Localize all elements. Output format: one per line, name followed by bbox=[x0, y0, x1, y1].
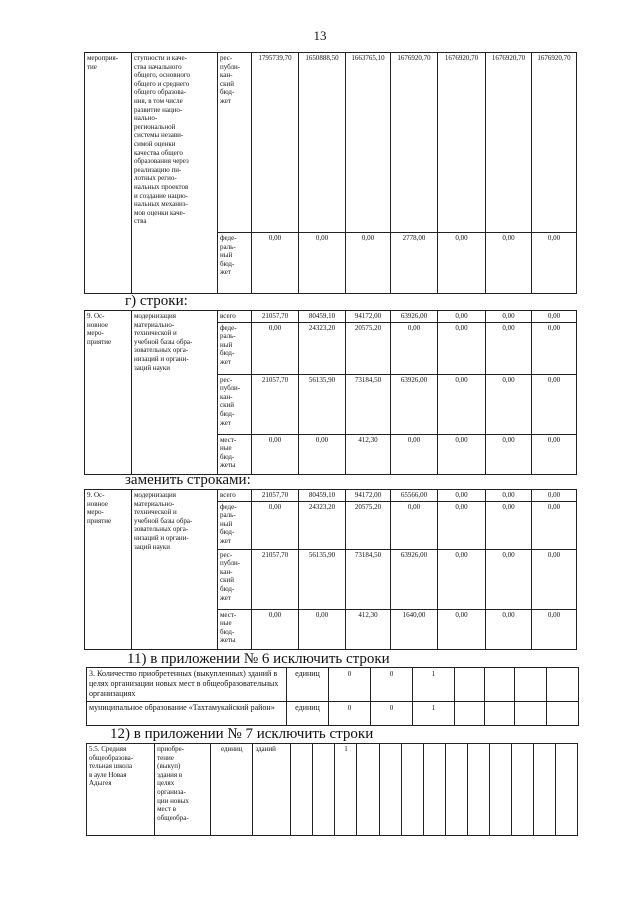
value-cell: 0,00 bbox=[486, 549, 532, 609]
table-appendix-7 bbox=[86, 743, 578, 836]
value-cell: 56135,90 bbox=[299, 549, 346, 609]
value-cell: 0 bbox=[329, 702, 371, 726]
value-cell: 0 bbox=[329, 668, 371, 702]
heading-g: г) строки: bbox=[125, 293, 188, 309]
value-cell: 1 bbox=[413, 668, 455, 702]
unit-cell: единиц bbox=[287, 668, 329, 702]
value-cell: 0,00 bbox=[391, 501, 438, 549]
funding-source: рес- публи- кан- ский бюд- жет bbox=[218, 53, 252, 233]
value-cell bbox=[423, 744, 445, 836]
value-cell: 65566,00 bbox=[391, 490, 438, 502]
value-cell bbox=[455, 668, 485, 702]
value-cell: 73184,50 bbox=[346, 374, 391, 434]
object-name: 5.5. Средняя общеобразова- тельная школа в ауле Новая Адыгея bbox=[87, 744, 155, 836]
value-cell: 1795739,70 bbox=[252, 53, 299, 233]
table-old-rows bbox=[84, 310, 577, 475]
unit-cell: единиц bbox=[211, 744, 253, 836]
value-cell: 0,00 bbox=[486, 233, 532, 294]
value-cell bbox=[547, 702, 579, 726]
value-cell: 21057,70 bbox=[252, 374, 299, 434]
value-cell: 21057,70 bbox=[252, 490, 299, 502]
value-cell: 24323,20 bbox=[299, 322, 346, 374]
value-cell bbox=[515, 702, 547, 726]
value-cell: 0,00 bbox=[299, 233, 346, 294]
value-cell: 0,00 bbox=[532, 233, 577, 294]
funding-source: рес- публи- кан- ский бюд- жет bbox=[218, 374, 252, 434]
value-cell: 0,00 bbox=[486, 322, 532, 374]
value-cell bbox=[485, 702, 515, 726]
value-cell: 0,00 bbox=[532, 609, 577, 649]
value-cell: 20575,20 bbox=[346, 501, 391, 549]
value-cell: 21057,70 bbox=[252, 549, 299, 609]
measure-label: 9. Ос- новное меро- приятие bbox=[85, 311, 132, 475]
value-cell bbox=[555, 744, 577, 836]
value-cell: 94172,00 bbox=[346, 311, 391, 323]
value-cell: 0,00 bbox=[486, 501, 532, 549]
value-cell: 0,00 bbox=[486, 434, 532, 474]
funding-source: феде- раль- ный бюд- жет bbox=[218, 501, 252, 549]
value-cell: 0,00 bbox=[532, 311, 577, 323]
value-cell: 24323,20 bbox=[299, 501, 346, 549]
value-cell bbox=[547, 668, 579, 702]
value-cell: 0,00 bbox=[486, 609, 532, 649]
funding-source: феде- раль- ный бюд- жет bbox=[218, 322, 252, 374]
funding-source: мест- ные бюд- жеты bbox=[218, 609, 252, 649]
value-cell: 0,00 bbox=[532, 549, 577, 609]
value-cell: 412,30 bbox=[346, 434, 391, 474]
value-cell: 0,00 bbox=[391, 434, 438, 474]
value-cell: 0,00 bbox=[532, 490, 577, 502]
value-cell: 63926,00 bbox=[391, 549, 438, 609]
value-cell: 2778,00 bbox=[391, 233, 438, 294]
indicator-name: муниципальное образование «Тахтамукайский район» bbox=[87, 702, 287, 726]
heading-appendix-6: 11) в приложении № 6 исключить строки bbox=[127, 651, 390, 667]
value-cell: 0,00 bbox=[438, 434, 486, 474]
value-cell: 0,00 bbox=[438, 549, 486, 609]
value-cell bbox=[489, 744, 511, 836]
value-cell: 20575,20 bbox=[346, 322, 391, 374]
value-cell: 0,00 bbox=[252, 233, 299, 294]
value-cell bbox=[533, 744, 555, 836]
value-cell: 1 bbox=[413, 702, 455, 726]
measure-description: ступности и каче- ства начального общего, основного общего и среднего общего образова- ния, в том числе развитие нацио- нально- региональной системы незави- симой оценки качества общего образования через реализацию пи- лотных регио- нальных проектов и создание нацио- нальных механиз- мов оценки каче- ства bbox=[132, 53, 218, 294]
value-cell: 0,00 bbox=[486, 374, 532, 434]
value-cell: 0,00 bbox=[391, 322, 438, 374]
value-cell: 80459,10 bbox=[299, 311, 346, 323]
value-cell: 1640,00 bbox=[391, 609, 438, 649]
value-cell: 0,00 bbox=[438, 311, 486, 323]
measure-label: 9. Ос- новное меро- приятие bbox=[85, 490, 132, 650]
value-cell: 1676920,70 bbox=[532, 53, 577, 233]
value-cell: 0,00 bbox=[252, 434, 299, 474]
value-cell bbox=[313, 744, 335, 836]
value-cell: 0,00 bbox=[438, 322, 486, 374]
measure-description: модернизация материально- технической и учебной базы обра- зовательных орга- низаций и органи- заций науки bbox=[132, 490, 218, 650]
unit-cell: единиц bbox=[287, 702, 329, 726]
value-cell: 0,00 bbox=[532, 374, 577, 434]
value-cell: 0,00 bbox=[299, 434, 346, 474]
page-number: 13 bbox=[313, 28, 327, 43]
value-cell: 0,00 bbox=[438, 233, 486, 294]
value-cell: 0,00 bbox=[252, 609, 299, 649]
value-cell: 94172,00 bbox=[346, 490, 391, 502]
value-cell: 80459,10 bbox=[299, 490, 346, 502]
value-cell: 412,30 bbox=[346, 609, 391, 649]
measure-cell: зданий bbox=[253, 744, 291, 836]
value-cell: 63926,00 bbox=[391, 311, 438, 323]
value-cell bbox=[511, 744, 533, 836]
value-cell: 0,00 bbox=[532, 322, 577, 374]
value-cell bbox=[401, 744, 423, 836]
value-cell: 56135,90 bbox=[299, 374, 346, 434]
heading-appendix-7: 12) в приложении № 7 исключить строки bbox=[110, 726, 374, 742]
indicator-name: 3. Количество приобретенных (выкупленных) зданий в целях организации новых мест в общеобразовательных организациях bbox=[87, 668, 287, 702]
value-cell bbox=[467, 744, 489, 836]
value-cell: 1 bbox=[335, 744, 357, 836]
table-new-rows bbox=[84, 489, 577, 650]
value-cell: 1676920,70 bbox=[391, 53, 438, 233]
value-cell bbox=[445, 744, 467, 836]
value-cell: 0,00 bbox=[438, 374, 486, 434]
value-cell bbox=[515, 668, 547, 702]
value-cell: 63926,00 bbox=[391, 374, 438, 434]
value-cell: 21057,70 bbox=[252, 311, 299, 323]
value-cell: 73184,50 bbox=[346, 549, 391, 609]
value-cell: 0,00 bbox=[299, 609, 346, 649]
value-cell bbox=[485, 668, 515, 702]
table-continuation bbox=[84, 52, 577, 294]
value-cell: 0,00 bbox=[532, 501, 577, 549]
value-cell: 0 bbox=[371, 668, 413, 702]
value-cell: 0 bbox=[371, 702, 413, 726]
value-cell bbox=[455, 702, 485, 726]
measure-description: модернизация материально- технической и учебной базы обра- зовательных орга- низаций и органи- заций науки bbox=[132, 311, 218, 475]
value-cell bbox=[379, 744, 401, 836]
funding-source: мест- ные бюд- жеты bbox=[218, 434, 252, 474]
value-cell: 0,00 bbox=[252, 501, 299, 549]
value-cell bbox=[291, 744, 313, 836]
value-cell: 0,00 bbox=[532, 434, 577, 474]
value-cell: 1650888,50 bbox=[299, 53, 346, 233]
funding-source: всего bbox=[218, 490, 252, 502]
value-cell: 0,00 bbox=[346, 233, 391, 294]
value-cell bbox=[357, 744, 379, 836]
funding-source: феде- раль- ный бюд- жет bbox=[218, 233, 252, 294]
value-cell: 0,00 bbox=[252, 322, 299, 374]
value-cell: 1663765,10 bbox=[346, 53, 391, 233]
heading-replace: заменить строками: bbox=[125, 472, 251, 488]
value-cell: 1676920,70 bbox=[438, 53, 486, 233]
value-cell: 0,00 bbox=[438, 490, 486, 502]
funding-source: рес- публи- кан- ский бюд- жет bbox=[218, 549, 252, 609]
measure-label: мероприя- тие bbox=[85, 53, 132, 294]
value-cell: 1676920,70 bbox=[486, 53, 532, 233]
funding-source: всего bbox=[218, 311, 252, 323]
value-cell: 0,00 bbox=[438, 609, 486, 649]
value-cell: 0,00 bbox=[486, 311, 532, 323]
table-appendix-6 bbox=[86, 667, 579, 726]
value-cell: 0,00 bbox=[486, 490, 532, 502]
action-description: приобре- тение (выкуп) здания в целях организа- ции новых мест в общеобра- bbox=[155, 744, 211, 836]
value-cell: 0,00 bbox=[438, 501, 486, 549]
